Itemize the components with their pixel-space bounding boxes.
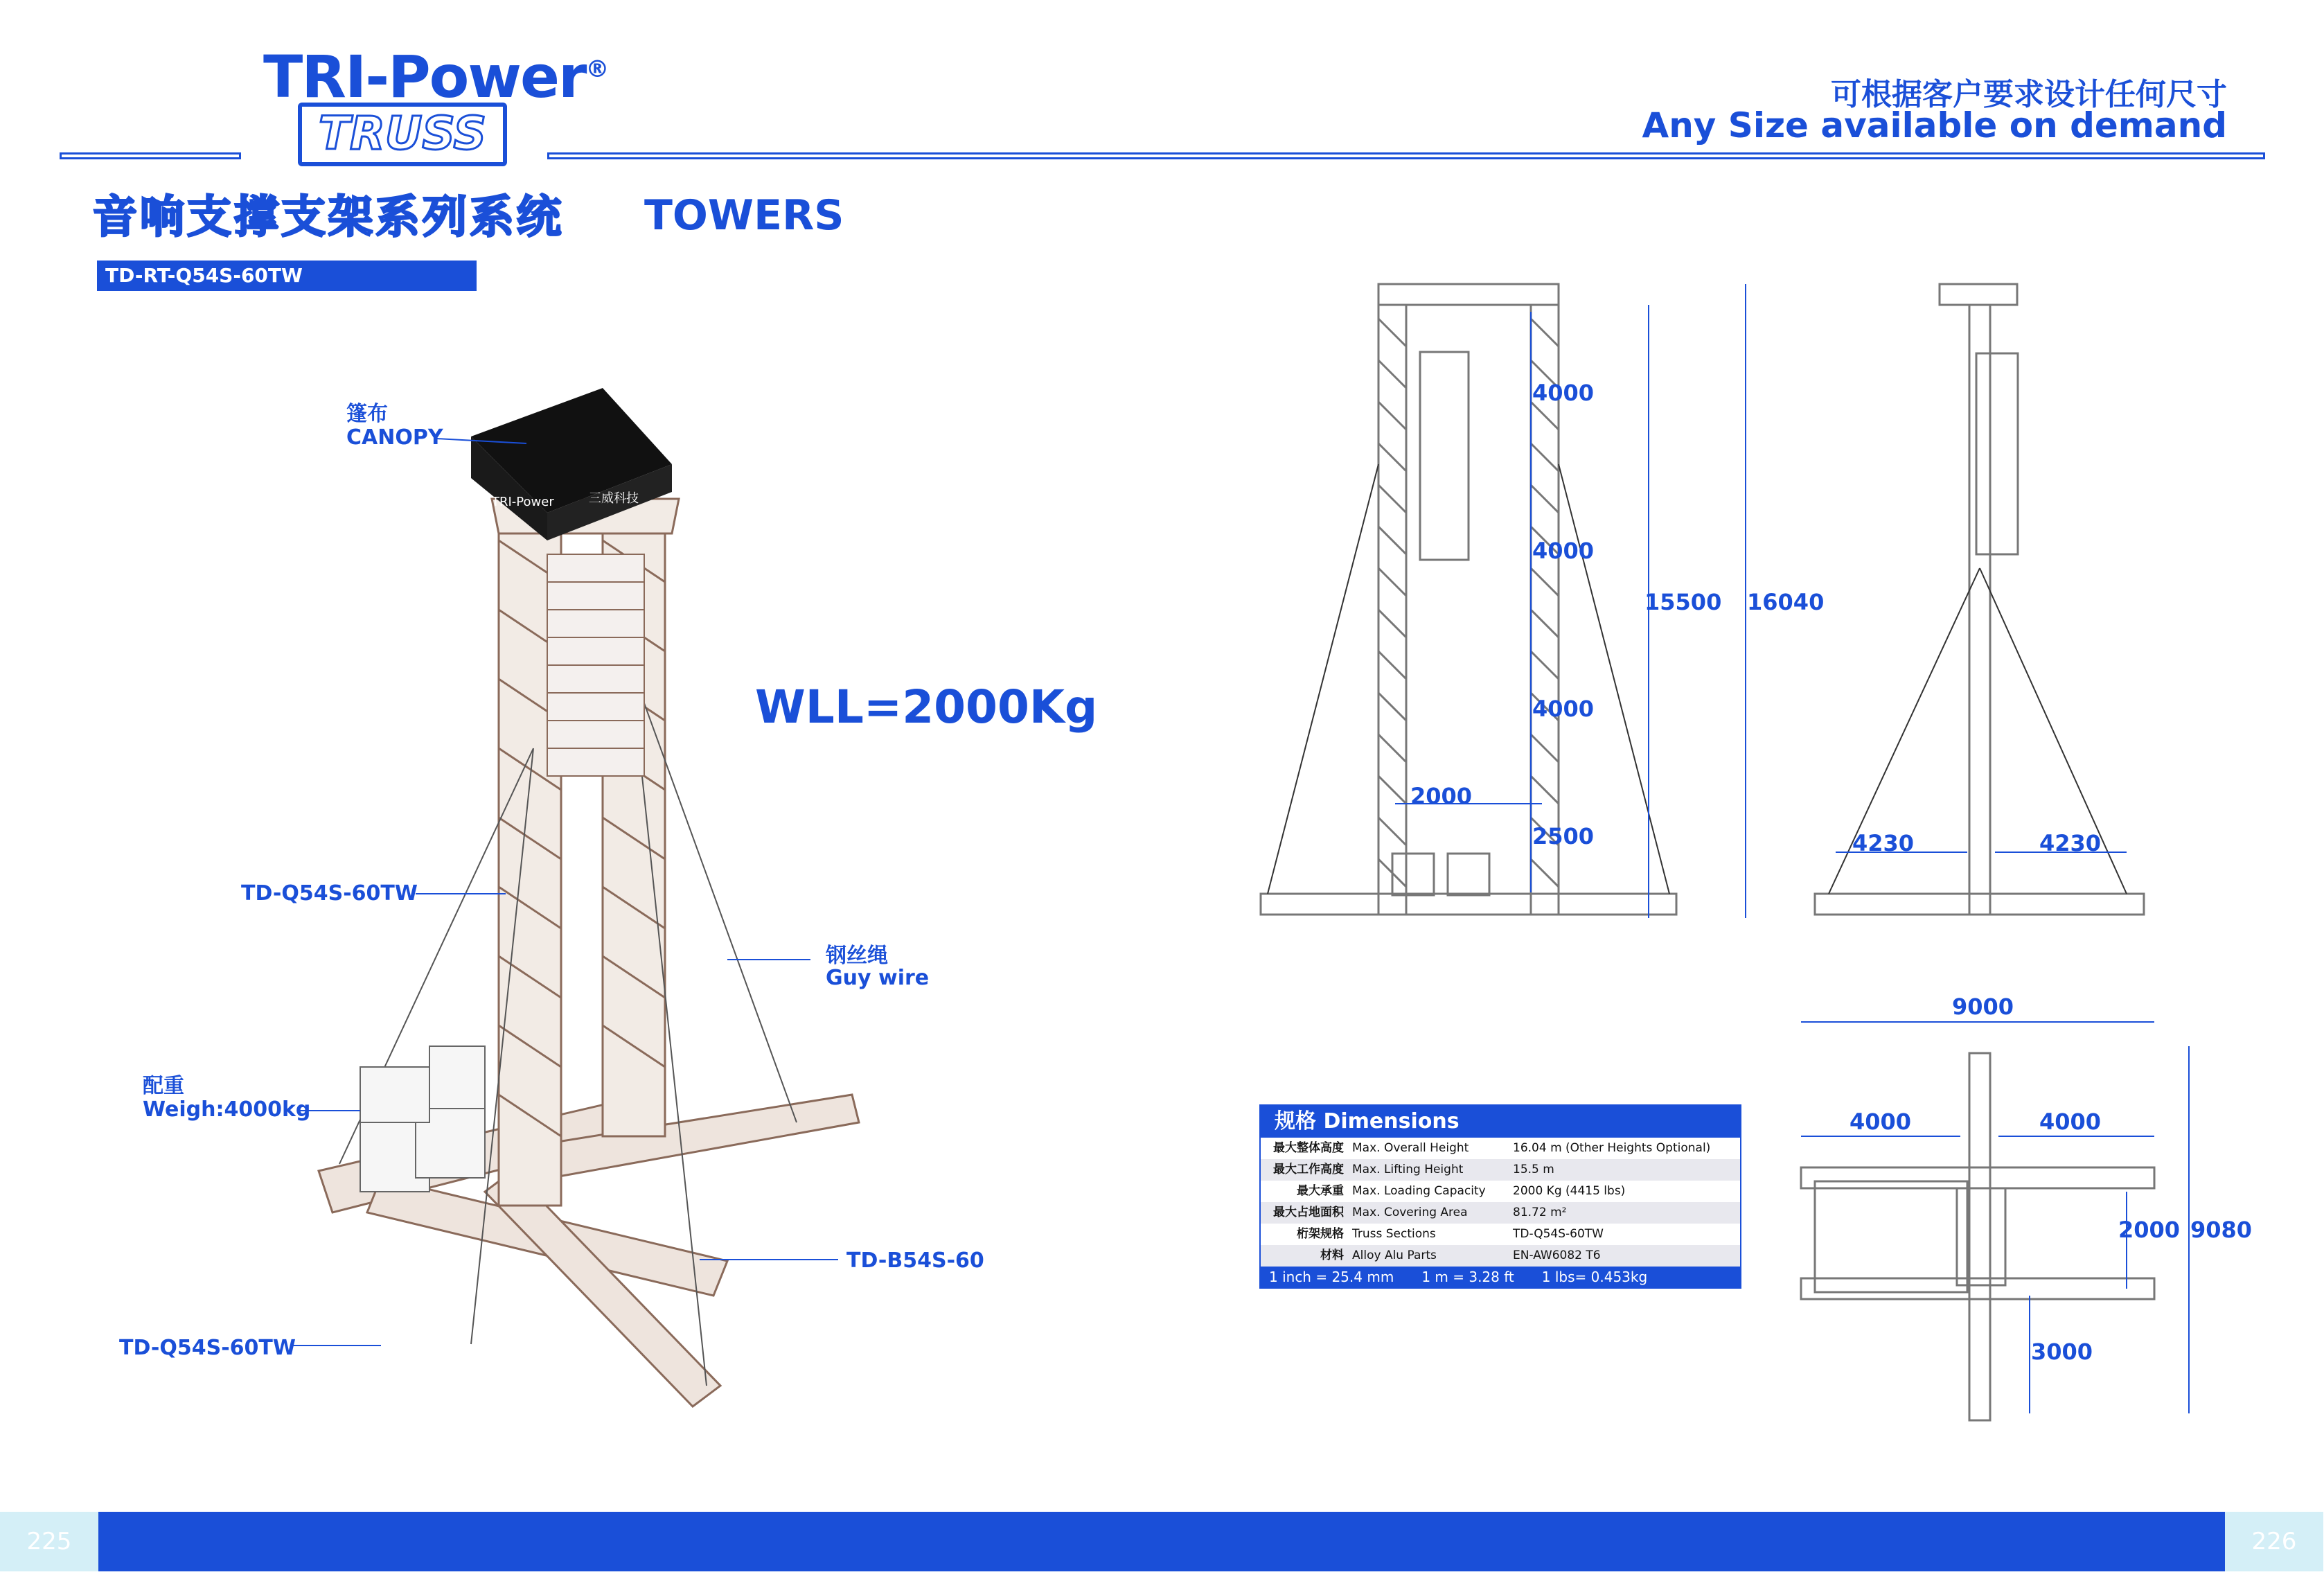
base-label: TD-B54S-60: [846, 1249, 984, 1273]
guy-wire-label-en: Guy wire: [826, 966, 930, 990]
dim-side-left: 4230: [1852, 830, 1915, 856]
tower-illustration: [104, 374, 901, 1441]
spec-val: TD-Q54S-60TW: [1513, 1227, 1604, 1241]
spec-cn: 最大承重: [1297, 1184, 1344, 1198]
spec-conv-lbs: 1 lbs= 0.453kg: [1541, 1269, 1648, 1285]
dim-front-s1: 4000: [1532, 380, 1595, 406]
header-rule-left: [60, 152, 241, 159]
page-title-en: TOWERS: [644, 191, 844, 240]
spec-conv-m: 1 m = 3.28 ft: [1421, 1269, 1514, 1285]
spec-table: [1259, 1104, 1741, 1289]
page-title-cn: 音响支撑支架系列系统: [93, 192, 564, 243]
page-number-left: 225: [0, 1512, 98, 1571]
spec-row: [1261, 1138, 1740, 1159]
dim-front-h2: 16040: [1747, 589, 1825, 615]
spec-en: Truss Sections: [1352, 1227, 1436, 1241]
spec-val: 16.04 m (Other Heights Optional): [1513, 1141, 1711, 1155]
spec-en: Max. Covering Area: [1352, 1206, 1468, 1219]
spec-footer: [1261, 1267, 1740, 1287]
dim-front-h1: 15500: [1644, 589, 1722, 615]
spec-en: Max. Lifting Height: [1352, 1163, 1464, 1176]
header-rule-right: [547, 152, 2265, 159]
spec-cn: 材料: [1320, 1249, 1344, 1262]
dim-front-s3: 4000: [1532, 696, 1595, 722]
spec-val: EN-AW6082 T6: [1513, 1249, 1601, 1262]
dim-front-s4: 2500: [1532, 823, 1595, 849]
dim-plan-right: 4000: [2039, 1109, 2102, 1135]
spec-cn: 最大占地面积: [1273, 1206, 1344, 1219]
tagline-en: Any Size available on demand: [1642, 105, 2227, 145]
dim-plan-total-w: 9000: [1952, 994, 2014, 1020]
tower-label-2: TD-Q54S-60TW: [119, 1336, 296, 1360]
wll-rating: WLL=2000Kg: [755, 680, 1098, 734]
dim-front-width: 2000: [1410, 783, 1473, 809]
tagline-cn: 可根据客户要求设计任何尺寸: [1831, 77, 2227, 112]
spec-en: Max. Loading Capacity: [1352, 1184, 1486, 1198]
dim-side-right: 4230: [2039, 830, 2102, 856]
spec-val: 15.5 m: [1513, 1163, 1554, 1176]
spec-val: 81.72 m²: [1513, 1206, 1567, 1219]
svg-text:三威科技: 三威科技: [589, 491, 639, 506]
brand-truss-logo: TRUSS: [298, 103, 507, 166]
footer-bar: [98, 1512, 2225, 1571]
canopy-label-cn: 篷布: [346, 402, 388, 426]
spec-en: Alloy Alu Parts: [1352, 1249, 1437, 1262]
spec-row: [1261, 1181, 1740, 1202]
spec-row: [1261, 1202, 1740, 1224]
tower-label-1: TD-Q54S-60TW: [241, 881, 418, 906]
dim-plan-mid: 2000: [2118, 1217, 2181, 1243]
dim-front-s2: 4000: [1532, 538, 1595, 564]
svg-text:TRI-Power: TRI-Power: [492, 495, 554, 509]
guy-wire-label-cn: 钢丝绳: [826, 944, 888, 968]
brand-logo: TRI-Power®: [263, 43, 608, 111]
spec-cn: 最大工作高度: [1273, 1163, 1344, 1176]
page-number-right: 226: [2225, 1512, 2323, 1571]
spec-conv-inch: 1 inch = 25.4 mm: [1269, 1269, 1394, 1285]
weight-label-en: Weigh:4000kg: [143, 1097, 311, 1122]
spec-row: [1261, 1224, 1740, 1245]
spec-row: [1261, 1245, 1740, 1267]
weight-label-cn: 配重: [143, 1074, 184, 1098]
spec-rows: [1261, 1138, 1740, 1267]
model-bar: TD-RT-Q54S-60TW: [97, 261, 477, 291]
dim-plan-bottom: 3000: [2031, 1339, 2093, 1365]
dim-plan-total-h: 9080: [2190, 1217, 2253, 1243]
canopy-label-en: CANOPY: [346, 425, 443, 450]
spec-header: 规格 Dimensions: [1261, 1106, 1740, 1138]
spec-cn: 最大整体高度: [1273, 1141, 1344, 1155]
spec-en: Max. Overall Height: [1352, 1141, 1469, 1155]
dim-plan-left: 4000: [1850, 1109, 1912, 1135]
spec-cn: 桁架规格: [1297, 1227, 1344, 1241]
spec-row: [1261, 1159, 1740, 1181]
spec-val: 2000 Kg (4415 lbs): [1513, 1184, 1626, 1198]
